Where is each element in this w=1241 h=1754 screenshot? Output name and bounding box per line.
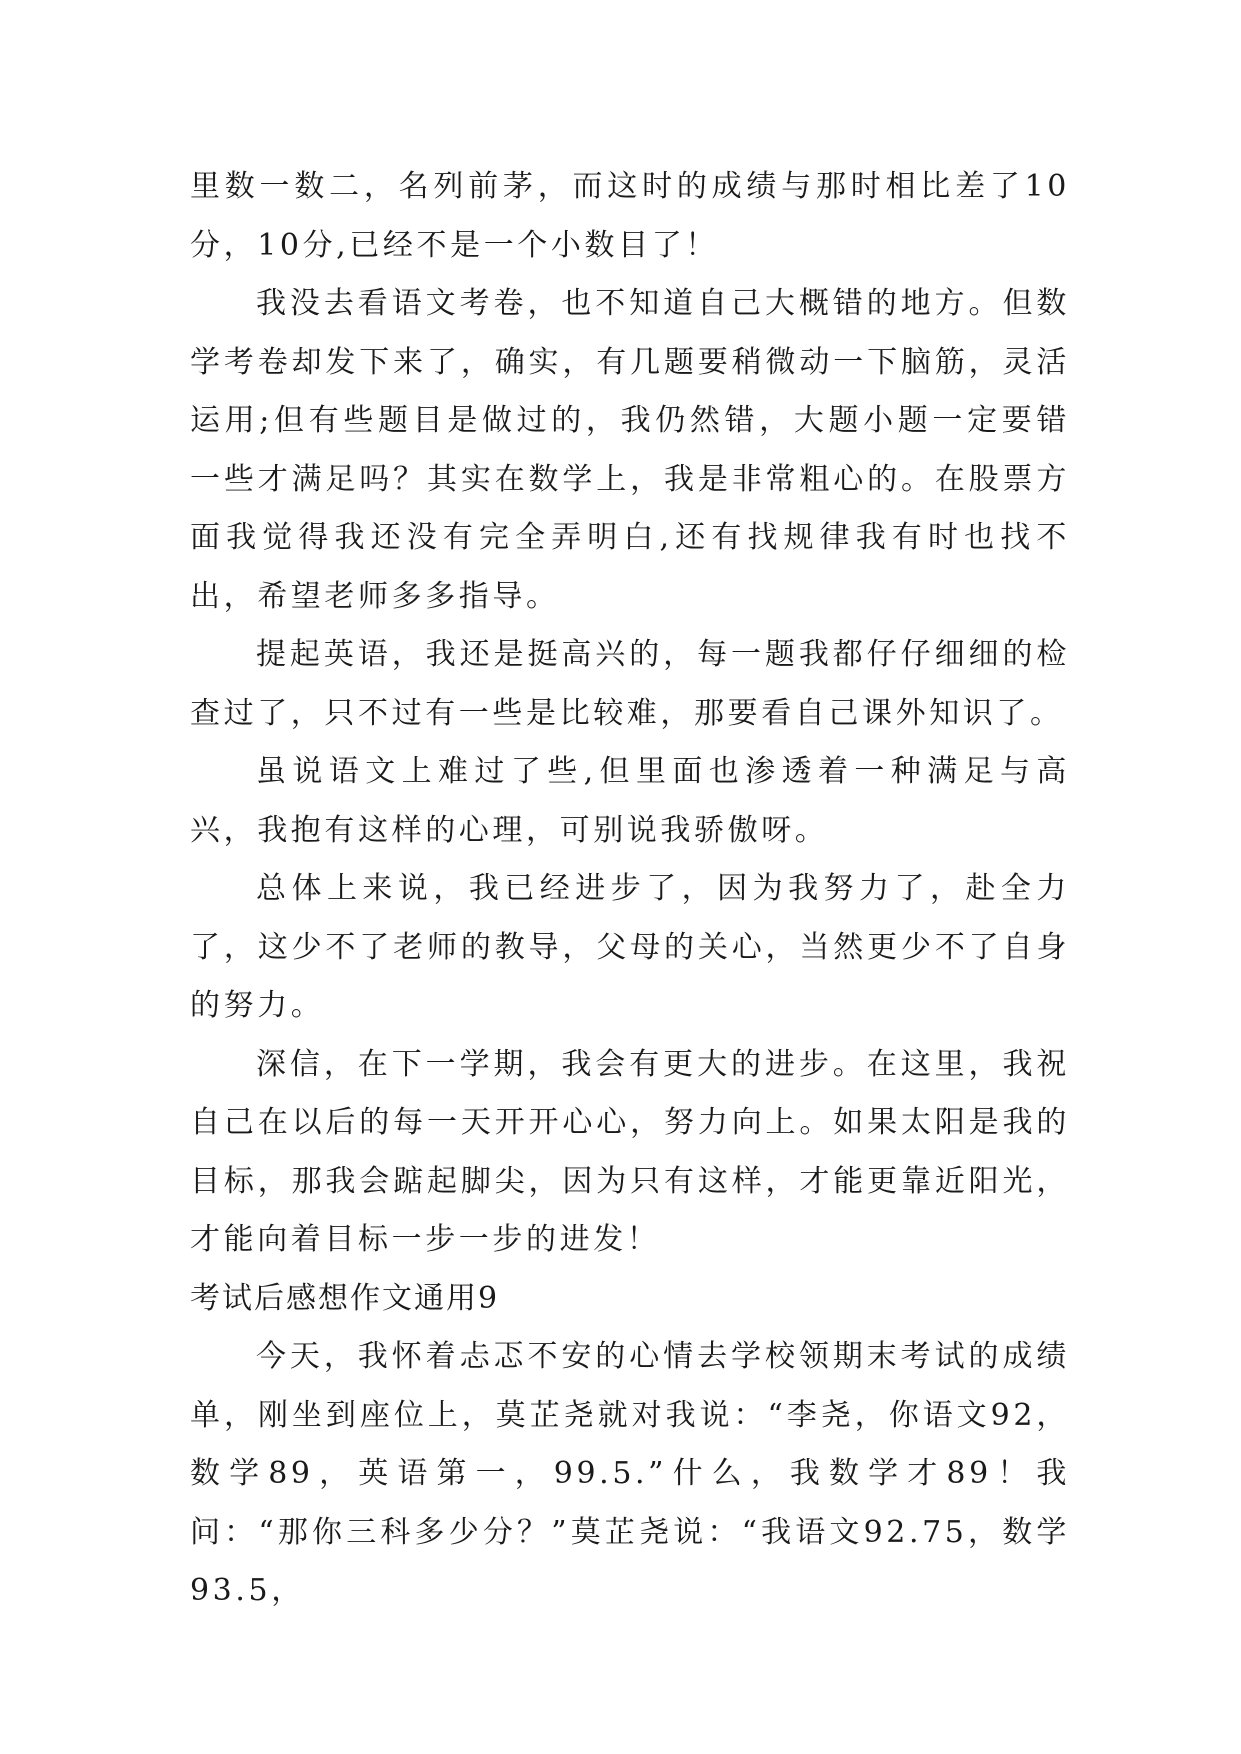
paragraph-chinese: 虽说语文上难过了些,但里面也渗透着一种满足与高兴，我抱有这样的心理，可别说我骄傲呀。 (190, 754, 1070, 848)
paragraph-future: 深信，在下一学期，我会有更大的进步。在这里，我祝自己在以后的每一天开开心心，努力向上。如果太阳是我的目标，那我会踮起脚尖，因为只有这样，才能更靠近阳光，才能向着目标一步一步的进发！ (190, 1046, 1070, 1257)
paragraph-overall: 总体上来说，我已经进步了，因为我努力了，赴全力了，这少不了老师的教导，父母的关心，当然更少不了自身的努力。 (190, 871, 1070, 1023)
paragraph-today: 今天，我怀着忐忑不安的心情去学校领期末考试的成绩单，刚坐到座位上，莫芷尧就对我说：“李尧，你语文92，数学89，英语第一，99.5.”什么，我数学才89！我问：“那你三科多少分？”莫芷尧说：“我语文92.75，数学93.5， (190, 1339, 1070, 1608)
paragraph-exam-papers: 我没去看语文考卷，也不知道自己大概错的地方。但数学考卷却发下来了，确实，有几题要稍微动一下脑筋，灵活运用;但有些题目是做过的，我仍然错，大题小题一定要错一些才满足吗？其实在数学上，我是非常粗心的。在股票方面我觉得我还没有完全弄明白,还有找规律我有时也找不出，希望老师多多指导。 (190, 286, 1070, 614)
paragraph-english: 提起英语，我还是挺高兴的，每一题我都仔仔细细的检查过了，只不过有一些是比较难，那要看自己课外知识了。 (190, 637, 1070, 731)
paragraph-continuation: 里数一数二，名列前茅，而这时的成绩与那时相比差了10分，10分,已经不是一个小数目了！ (190, 169, 1070, 263)
document-body (190, 158, 1070, 1621)
section-heading: 考试后感想作文通用9 (190, 1280, 500, 1316)
